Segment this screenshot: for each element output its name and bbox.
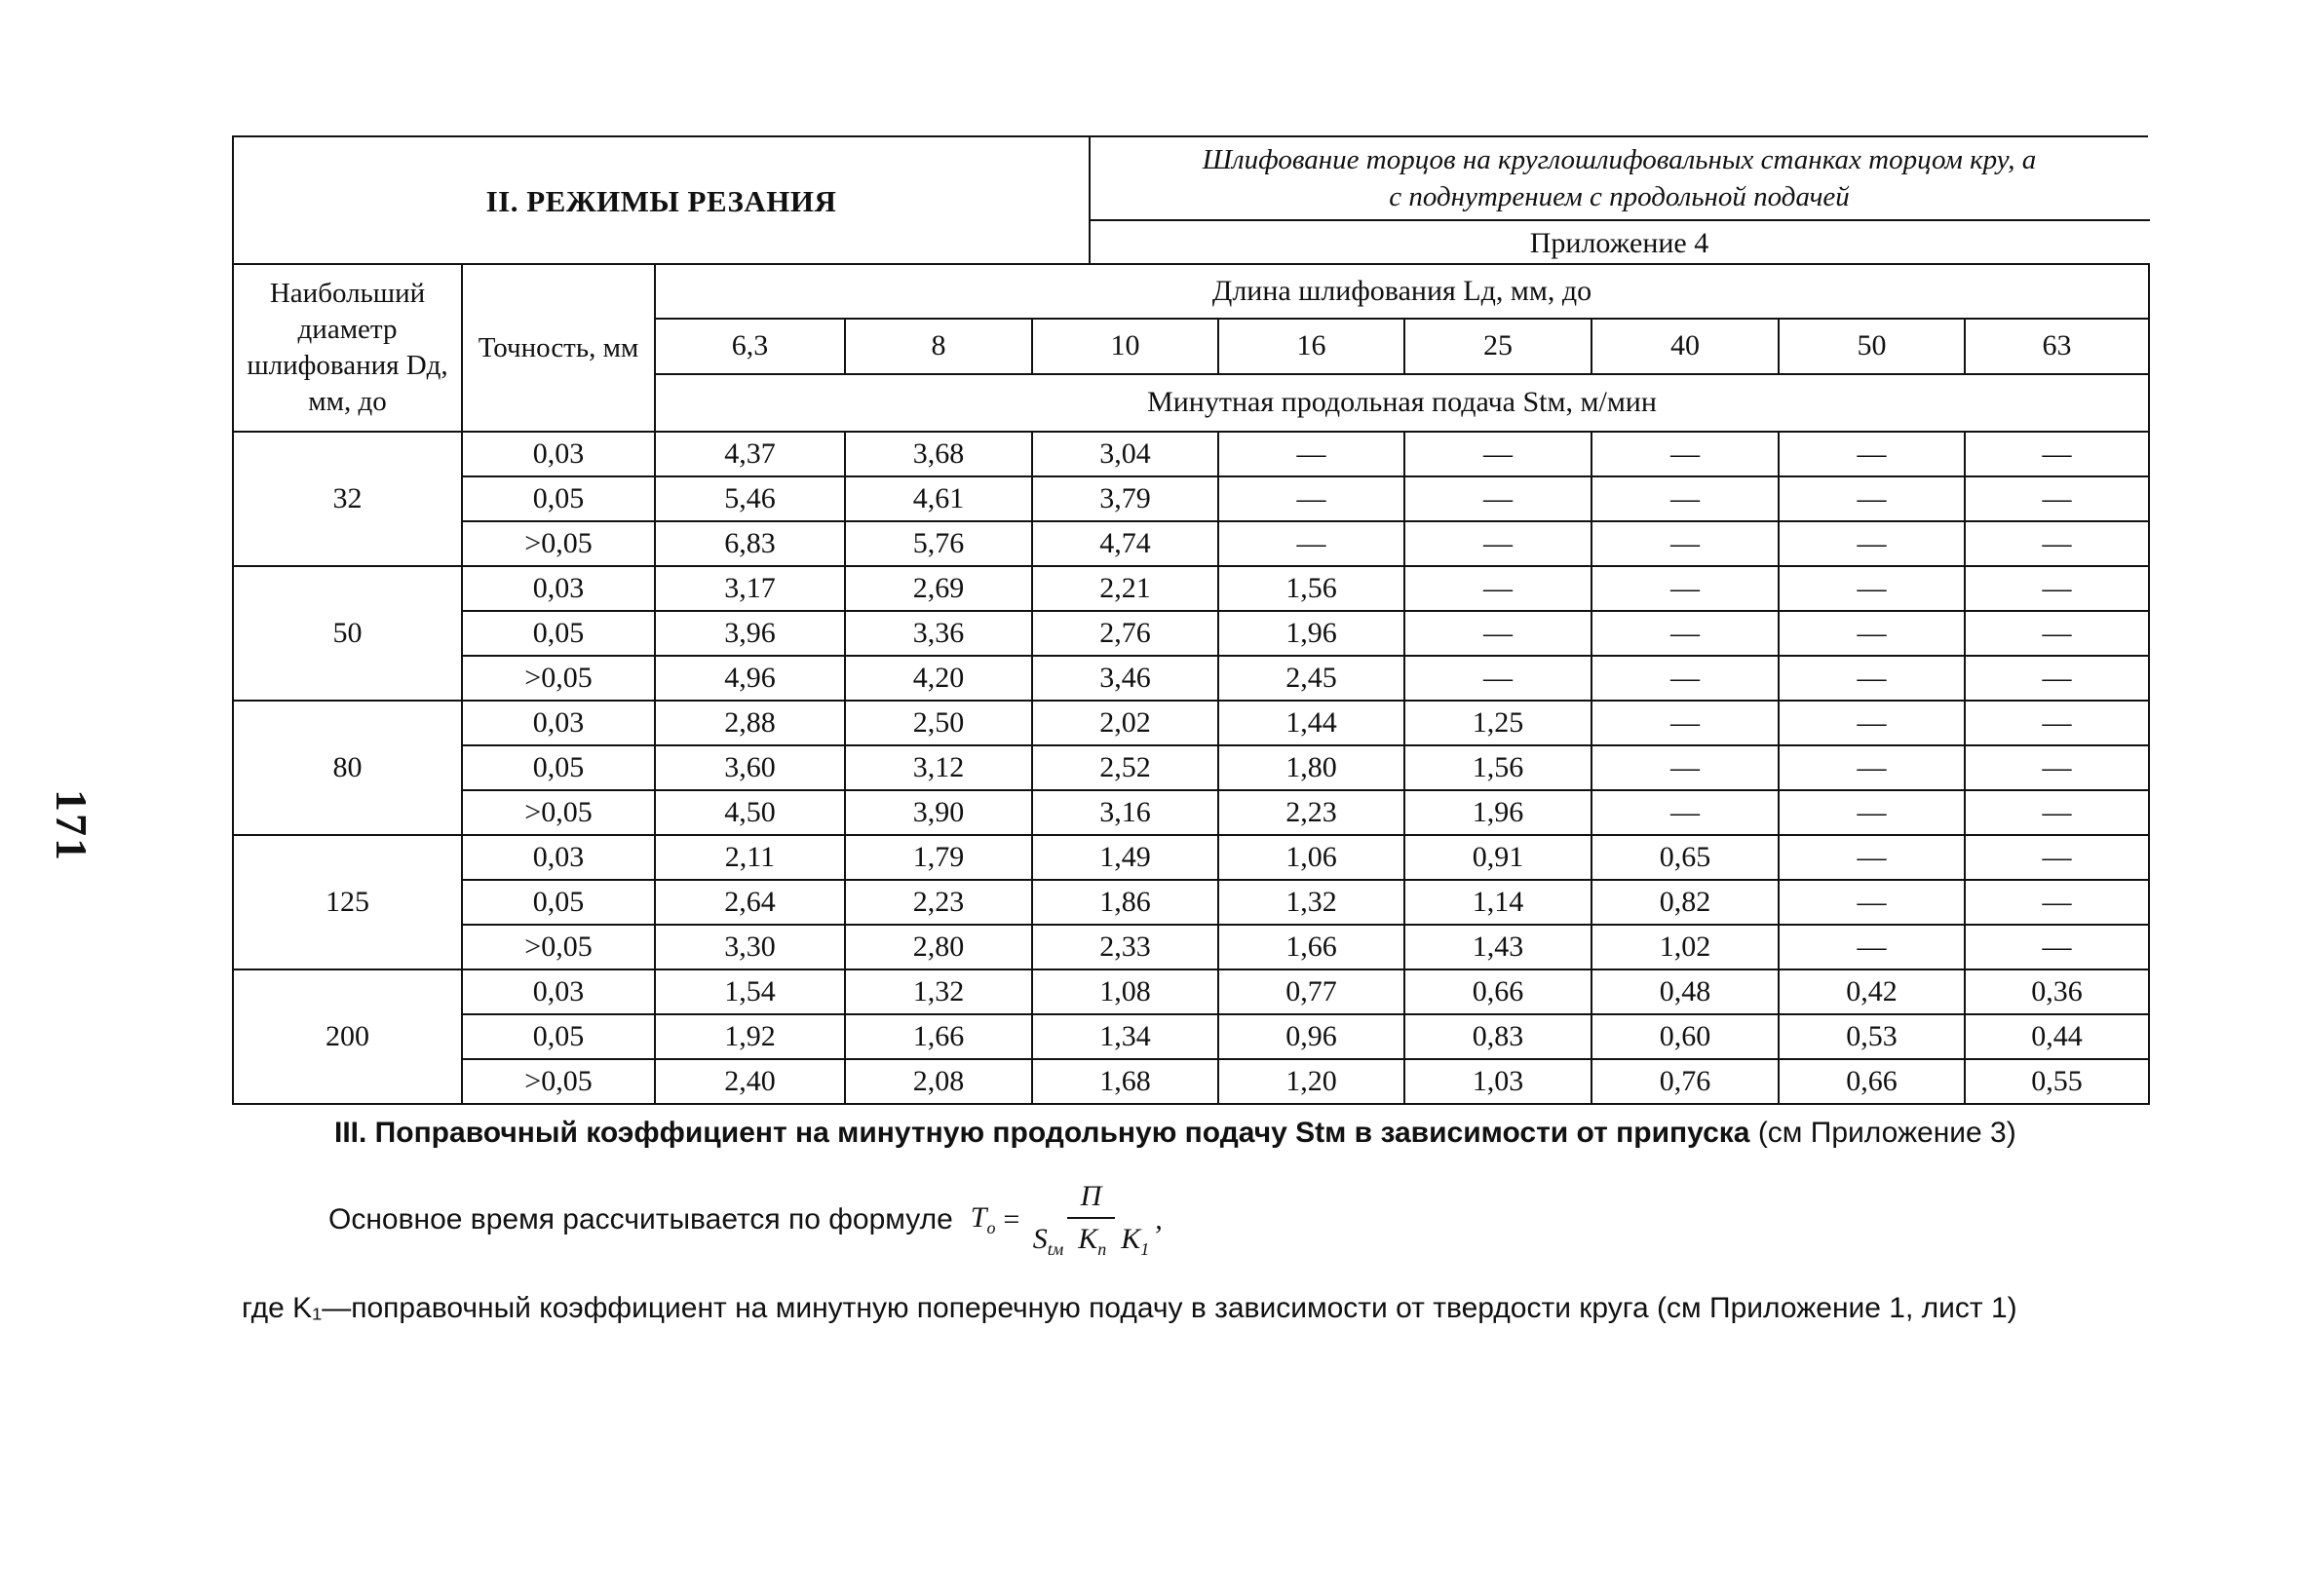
accuracy-cell: 0,03 (462, 432, 655, 476)
correction-note-ref: (см Приложение 3) (1749, 1117, 2016, 1149)
feed-value-cell: 0,42 (1779, 969, 1965, 1014)
feed-value-cell: — (1779, 521, 1965, 566)
feed-value-cell: — (1965, 656, 2149, 701)
accuracy-column-header: Точность, мм (462, 264, 655, 432)
feed-value-cell: — (1779, 566, 1965, 611)
formula-fraction (1033, 1180, 1150, 1260)
feed-value-cell: 1,79 (845, 835, 1032, 880)
table-row (233, 701, 2149, 745)
feed-value-cell: 3,96 (655, 611, 845, 656)
length-value-header: 25 (1404, 319, 1592, 374)
feed-value-cell: — (1592, 566, 1779, 611)
feed-value-cell: 0,44 (1965, 1014, 2149, 1059)
table-row (233, 611, 2149, 656)
feed-value-cell: — (1404, 521, 1592, 566)
feed-value-cell: — (1404, 566, 1592, 611)
feed-value-cell: — (1404, 611, 1592, 656)
feed-value-cell: 1,49 (1032, 835, 1218, 880)
feed-value-cell: — (1965, 745, 2149, 790)
length-value-header: 40 (1592, 319, 1779, 374)
feed-value-cell: 1,44 (1218, 701, 1404, 745)
formula-denominator: $S_{tм}$ $K_п$ $K_1$ (1032, 1223, 1150, 1259)
feed-value-cell: 3,90 (845, 790, 1032, 835)
formula-line (328, 1181, 1163, 1259)
feed-value-cell: — (1779, 880, 1965, 925)
accuracy-cell: 0,05 (462, 745, 655, 790)
feed-value-cell: — (1404, 656, 1592, 701)
feed-value-cell: 2,64 (655, 880, 845, 925)
correction-note-bold: III. Поправочный коэффициент на минутную продольную подачу Stм в зависимости от припуска (334, 1117, 1750, 1149)
feed-value-cell: 1,43 (1404, 925, 1592, 969)
feed-value-cell: 3,60 (655, 745, 845, 790)
feed-value-cell: 2,45 (1218, 656, 1404, 701)
feed-value-cell: 1,54 (655, 969, 845, 1014)
feed-value-cell: 4,37 (655, 432, 845, 476)
section-title: II. РЕЖИМЫ РЕЗАНИЯ (234, 137, 1091, 265)
formula-intro: Основное время рассчитывается по формуле (328, 1203, 953, 1235)
feed-value-cell: 1,92 (655, 1014, 845, 1059)
feed-value-cell: 1,68 (1032, 1059, 1218, 1104)
feed-value-cell: — (1592, 656, 1779, 701)
feed-value-cell: 1,03 (1404, 1059, 1592, 1104)
feed-value-cell: 5,46 (655, 476, 845, 521)
accuracy-cell: >0,05 (462, 790, 655, 835)
formula-numerator: П (1067, 1180, 1116, 1219)
feed-value-cell: 1,66 (845, 1014, 1032, 1059)
diameter-cell: 32 (233, 432, 462, 566)
feed-value-cell: 1,08 (1032, 969, 1218, 1014)
diameter-cell: 50 (233, 566, 462, 701)
feed-value-cell: 5,76 (845, 521, 1032, 566)
table-row (233, 476, 2149, 521)
table-row (233, 835, 2149, 880)
feed-value-cell: — (1592, 521, 1779, 566)
table-header-block (232, 135, 2148, 265)
table-row (233, 745, 2149, 790)
feed-value-cell: 3,04 (1032, 432, 1218, 476)
feed-value-cell: — (1218, 432, 1404, 476)
length-value-header: 8 (845, 319, 1032, 374)
feed-value-cell: 3,16 (1032, 790, 1218, 835)
feed-value-cell: 1,25 (1404, 701, 1592, 745)
feed-value-cell: — (1779, 835, 1965, 880)
operation-title-line1: Шлифование торцов на круглошлифовальных станках торцом кру, а (1202, 144, 2037, 175)
feed-value-cell: 2,52 (1032, 745, 1218, 790)
table-row (233, 880, 2149, 925)
accuracy-cell: 0,03 (462, 701, 655, 745)
feed-value-cell: 0,65 (1592, 835, 1779, 880)
feed-value-cell: 1,80 (1218, 745, 1404, 790)
feed-value-cell: 2,50 (845, 701, 1032, 745)
feed-value-cell: 2,69 (845, 566, 1032, 611)
feed-value-cell: 2,08 (845, 1059, 1032, 1104)
page-number: 171 (47, 789, 96, 862)
coefficient-explanation: где K₁—поправочный коэффициент на минутную поперечную подачу в зависимости от твердости круга (см Приложение 1, лист 1) (242, 1292, 2017, 1324)
table-row (233, 1014, 2149, 1059)
table-row (233, 521, 2149, 566)
feed-value-cell: — (1965, 566, 2149, 611)
feed-value-cell: — (1965, 521, 2149, 566)
length-value-header: 16 (1218, 319, 1404, 374)
table-row (233, 1059, 2149, 1104)
feed-value-cell: 4,61 (845, 476, 1032, 521)
feed-rate-table (232, 263, 2150, 1105)
feed-value-cell: 0,83 (1404, 1014, 1592, 1059)
feed-value-cell: — (1779, 790, 1965, 835)
feed-value-cell: 3,12 (845, 745, 1032, 790)
accuracy-cell: >0,05 (462, 521, 655, 566)
feed-value-cell: 0,66 (1779, 1059, 1965, 1104)
feed-value-cell: 1,56 (1218, 566, 1404, 611)
accuracy-cell: 0,05 (462, 880, 655, 925)
feed-value-cell: 2,02 (1032, 701, 1218, 745)
feed-value-cell: — (1965, 432, 2149, 476)
accuracy-cell: 0,03 (462, 835, 655, 880)
accuracy-cell: 0,03 (462, 969, 655, 1014)
table-row (233, 969, 2149, 1014)
accuracy-cell: >0,05 (462, 1059, 655, 1104)
formula-lhs: $T_o$ (970, 1201, 996, 1237)
feed-value-cell: 2,80 (845, 925, 1032, 969)
feed-value-cell: — (1404, 432, 1592, 476)
feed-value-cell: — (1965, 611, 2149, 656)
feed-value-cell: 2,76 (1032, 611, 1218, 656)
feed-value-cell: 4,74 (1032, 521, 1218, 566)
feed-value-cell: 1,66 (1218, 925, 1404, 969)
feed-value-cell: — (1592, 476, 1779, 521)
feed-value-cell: 3,46 (1032, 656, 1218, 701)
feed-value-cell: 1,02 (1592, 925, 1779, 969)
feed-value-cell: 1,86 (1032, 880, 1218, 925)
table-row (233, 790, 2149, 835)
length-value-header: 10 (1032, 319, 1218, 374)
feed-value-cell: 4,50 (655, 790, 845, 835)
feed-value-cell: — (1592, 432, 1779, 476)
feed-value-cell: 3,79 (1032, 476, 1218, 521)
correction-note (334, 1117, 2016, 1150)
feed-value-cell: — (1965, 835, 2149, 880)
length-header: Длина шлифования Lд, мм, до (655, 264, 2149, 319)
feed-value-cell: 0,55 (1965, 1059, 2149, 1104)
feed-value-cell: 3,17 (655, 566, 845, 611)
accuracy-cell: 0,05 (462, 476, 655, 521)
feed-value-cell: — (1779, 745, 1965, 790)
operation-title (1089, 137, 2150, 221)
feed-value-cell: — (1779, 701, 1965, 745)
feed-value-cell: 6,83 (655, 521, 845, 566)
feed-value-cell: 3,68 (845, 432, 1032, 476)
feed-value-cell: — (1592, 745, 1779, 790)
feed-value-cell: 0,96 (1218, 1014, 1404, 1059)
feed-value-cell: 4,20 (845, 656, 1032, 701)
feed-value-cell: — (1779, 432, 1965, 476)
feed-value-cell: 0,66 (1404, 969, 1592, 1014)
feed-value-cell: 0,48 (1592, 969, 1779, 1014)
feed-value-cell: 2,11 (655, 835, 845, 880)
feed-value-cell: — (1592, 790, 1779, 835)
feed-value-cell: 2,40 (655, 1059, 845, 1104)
main-time-formula: $T_o$ = $\frac{П}{S_{tм} K_п K_1}$ , (970, 1180, 1163, 1259)
feed-value-cell: — (1965, 880, 2149, 925)
feed-value-cell: — (1779, 925, 1965, 969)
table-row (233, 925, 2149, 969)
feed-value-cell: 0,60 (1592, 1014, 1779, 1059)
feed-header: Минутная продольная подача Stм, м/мин (655, 374, 2149, 432)
feed-value-cell: 3,36 (845, 611, 1032, 656)
diameter-column-header: Наибольший диаметр шлифования Dд, мм, до (233, 264, 462, 432)
feed-value-cell: 1,56 (1404, 745, 1592, 790)
feed-value-cell: 1,14 (1404, 880, 1592, 925)
feed-value-cell: 2,23 (1218, 790, 1404, 835)
feed-value-cell: — (1592, 701, 1779, 745)
feed-value-cell: — (1965, 701, 2149, 745)
feed-value-cell: 2,88 (655, 701, 845, 745)
length-value-header: 50 (1779, 319, 1965, 374)
feed-value-cell: 4,96 (655, 656, 845, 701)
feed-value-cell: — (1404, 476, 1592, 521)
feed-value-cell: 0,36 (1965, 969, 2149, 1014)
accuracy-cell: 0,05 (462, 611, 655, 656)
feed-value-cell: — (1965, 476, 2149, 521)
table-row (233, 656, 2149, 701)
feed-value-cell: — (1779, 476, 1965, 521)
feed-value-cell: — (1779, 611, 1965, 656)
length-value-header: 6,3 (655, 319, 845, 374)
feed-value-cell: 1,34 (1032, 1014, 1218, 1059)
feed-value-cell: 0,76 (1592, 1059, 1779, 1104)
feed-value-cell: 2,21 (1032, 566, 1218, 611)
accuracy-cell: >0,05 (462, 656, 655, 701)
diameter-cell: 80 (233, 701, 462, 835)
feed-value-cell: 1,96 (1404, 790, 1592, 835)
feed-value-cell: 1,06 (1218, 835, 1404, 880)
feed-value-cell: 1,32 (1218, 880, 1404, 925)
accuracy-cell: >0,05 (462, 925, 655, 969)
feed-value-cell: 2,33 (1032, 925, 1218, 969)
feed-value-cell: 0,91 (1404, 835, 1592, 880)
feed-value-cell: — (1218, 521, 1404, 566)
feed-value-cell: — (1779, 656, 1965, 701)
operation-title-line2: с поднутрением с продольной подачей (1389, 181, 1850, 212)
feed-value-cell: 0,82 (1592, 880, 1779, 925)
feed-value-cell: 1,32 (845, 969, 1032, 1014)
feed-value-cell: 2,23 (845, 880, 1032, 925)
feed-value-cell: 0,77 (1218, 969, 1404, 1014)
diameter-cell: 125 (233, 835, 462, 969)
feed-value-cell: — (1965, 925, 2149, 969)
table-row (233, 432, 2149, 476)
feed-value-cell: 0,53 (1779, 1014, 1965, 1059)
feed-value-cell: 1,20 (1218, 1059, 1404, 1104)
accuracy-cell: 0,05 (462, 1014, 655, 1059)
feed-value-cell: — (1592, 611, 1779, 656)
length-value-header: 63 (1965, 319, 2149, 374)
diameter-cell: 200 (233, 969, 462, 1104)
table-row (233, 566, 2149, 611)
appendix-label: Приложение 4 (1529, 226, 1709, 259)
feed-value-cell: — (1218, 476, 1404, 521)
feed-value-cell: — (1965, 790, 2149, 835)
accuracy-cell: 0,03 (462, 566, 655, 611)
feed-value-cell: 3,30 (655, 925, 845, 969)
feed-value-cell: 1,96 (1218, 611, 1404, 656)
